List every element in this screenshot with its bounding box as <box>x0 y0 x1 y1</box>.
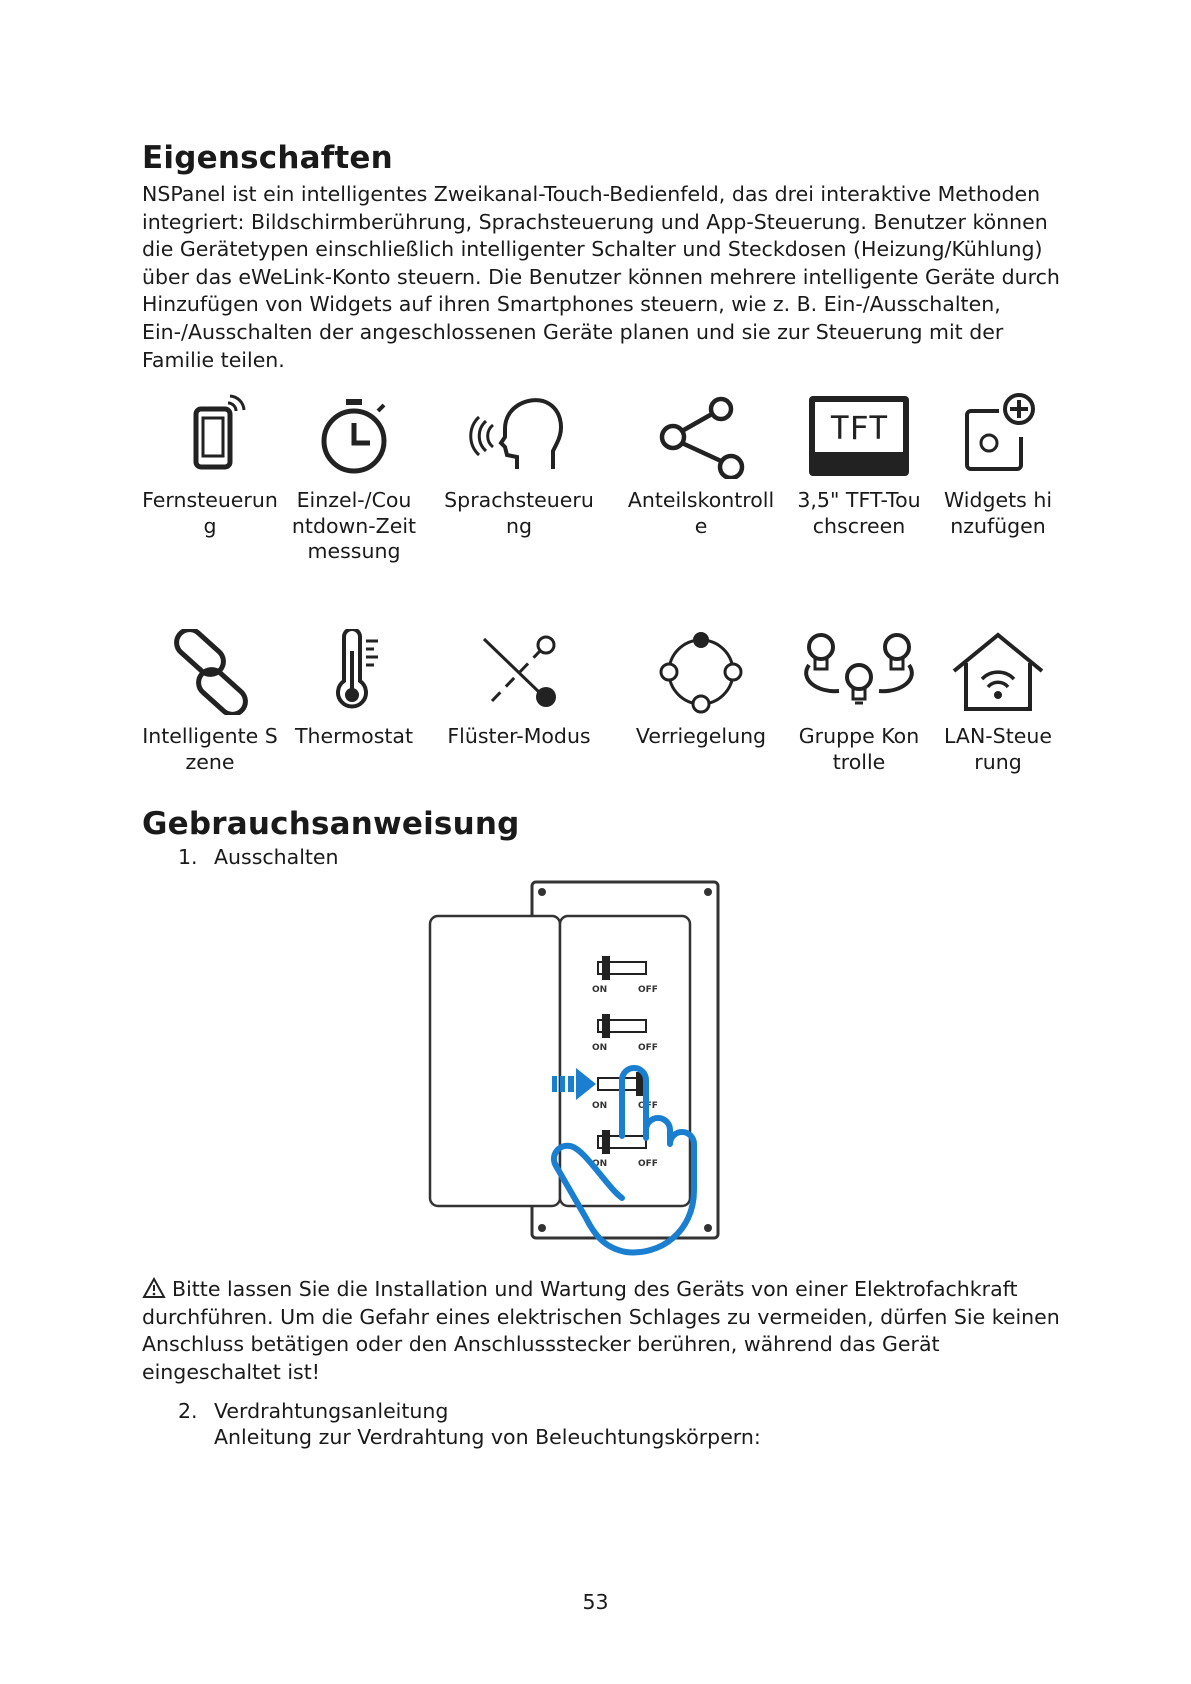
stopwatch-icon <box>314 393 394 479</box>
svg-text:OFF: OFF <box>638 1159 658 1169</box>
feature-label: Einzel-/Countdown-Zeitmessung <box>291 488 417 563</box>
feature-label: Verriegelung <box>635 724 767 748</box>
bulb-group-icon <box>799 629 919 715</box>
feature-label: Flüster-Modus <box>447 724 591 748</box>
step-subtitle: Anleitung zur Verdrahtung von Beleuchtungskörpern: <box>214 1425 761 1449</box>
feature-label: Widgets hinzufügen <box>943 488 1053 538</box>
feature-voice-control <box>441 388 597 539</box>
svg-text:ON: ON <box>592 985 608 995</box>
warning-text: Bitte lassen Sie die Installation und Wartung des Geräts von einer Elektrofachkraft durchführen. Um die Gefahr eines elektrischen Schlages zu vermeiden, dürfen Sie keinen Anschluss betätigen oder den Anschlussstecker berühren, während das Gerät eingeschaltet ist! <box>142 1277 1060 1384</box>
warning-icon <box>142 1277 166 1299</box>
feature-remote-control <box>140 388 280 539</box>
svg-text:ON: ON <box>592 1101 608 1111</box>
svg-text:TFT: TFT <box>830 409 888 447</box>
features-heading: Eigenschaften <box>142 140 393 176</box>
link-icon <box>165 629 255 715</box>
safety-warning <box>142 1276 1062 1386</box>
tft-screen-icon <box>806 393 912 479</box>
step-1 <box>178 844 339 870</box>
feature-add-widgets <box>941 388 1055 539</box>
feature-label: Gruppe Kontrolle <box>798 724 920 774</box>
feature-label: Sprachsteuerung <box>444 488 594 538</box>
feature-thermostat <box>291 624 417 750</box>
feature-quiet-mode <box>441 624 597 750</box>
feature-label: LAN-Steuerung <box>944 724 1052 774</box>
feature-tft-screen <box>797 388 921 539</box>
svg-text:OFF: OFF <box>638 985 658 995</box>
step-2 <box>178 1398 761 1450</box>
feature-lan-control <box>941 624 1055 775</box>
feature-label: 3,5" TFT-Touchscreen <box>797 488 921 538</box>
lan-home-icon <box>948 629 1048 715</box>
thermometer-icon <box>314 629 394 715</box>
share-icon <box>651 393 751 479</box>
svg-text:OFF: OFF <box>638 1043 658 1053</box>
svg-text:OFF: OFF <box>638 1101 658 1111</box>
feature-interlock <box>626 624 776 750</box>
add-widget-icon <box>955 393 1041 479</box>
feature-share-control <box>626 388 776 539</box>
svg-text:ON: ON <box>592 1043 608 1053</box>
step-title: Verdrahtungsanleitung <box>214 1399 449 1423</box>
step-title: Ausschalten <box>214 845 339 869</box>
quiet-mode-icon <box>474 629 564 715</box>
svg-text:ON: ON <box>592 1159 608 1169</box>
feature-countdown <box>291 388 417 565</box>
switch-off-illustration <box>428 880 768 1270</box>
page-number: 53 <box>582 1590 609 1614</box>
feature-group-control <box>797 624 921 775</box>
feature-smart-scene <box>140 624 280 775</box>
step-number: 2. <box>178 1399 198 1423</box>
feature-label: Thermostat <box>294 724 414 748</box>
usage-heading: Gebrauchsanweisung <box>142 806 520 842</box>
feature-label: Intelligente Szene <box>142 724 278 774</box>
features-intro: NSPanel ist ein intelligentes Zweikanal-Touch-Bedienfeld, das drei interaktive Methoden integriert: Bildschirmberührung, Sprachsteuerung und App-Steuerung. Benutzer können die Gerätetypen einschließlich intelligenter Schalter und Steckdosen (Heizung/Kühlung) über das eWeLink-Konto steuern. Die Benutzer können mehrere intelligente Geräte durch Hinzufügen von Widgets auf ihren Smartphones steuern, wie z. B. Ein-/Ausschalten, Ein-/Ausschalten der angeschlossenen Geräte planen und sie zur Steuerung mit der Familie teilen. <box>142 182 1060 372</box>
feature-label: Anteilskontrolle <box>627 488 775 538</box>
interlock-icon <box>656 629 746 715</box>
feature-label: Fernsteuerung <box>142 488 278 538</box>
step-number: 1. <box>178 845 198 869</box>
voice-head-icon <box>469 393 569 479</box>
phone-remote-icon <box>170 393 250 479</box>
